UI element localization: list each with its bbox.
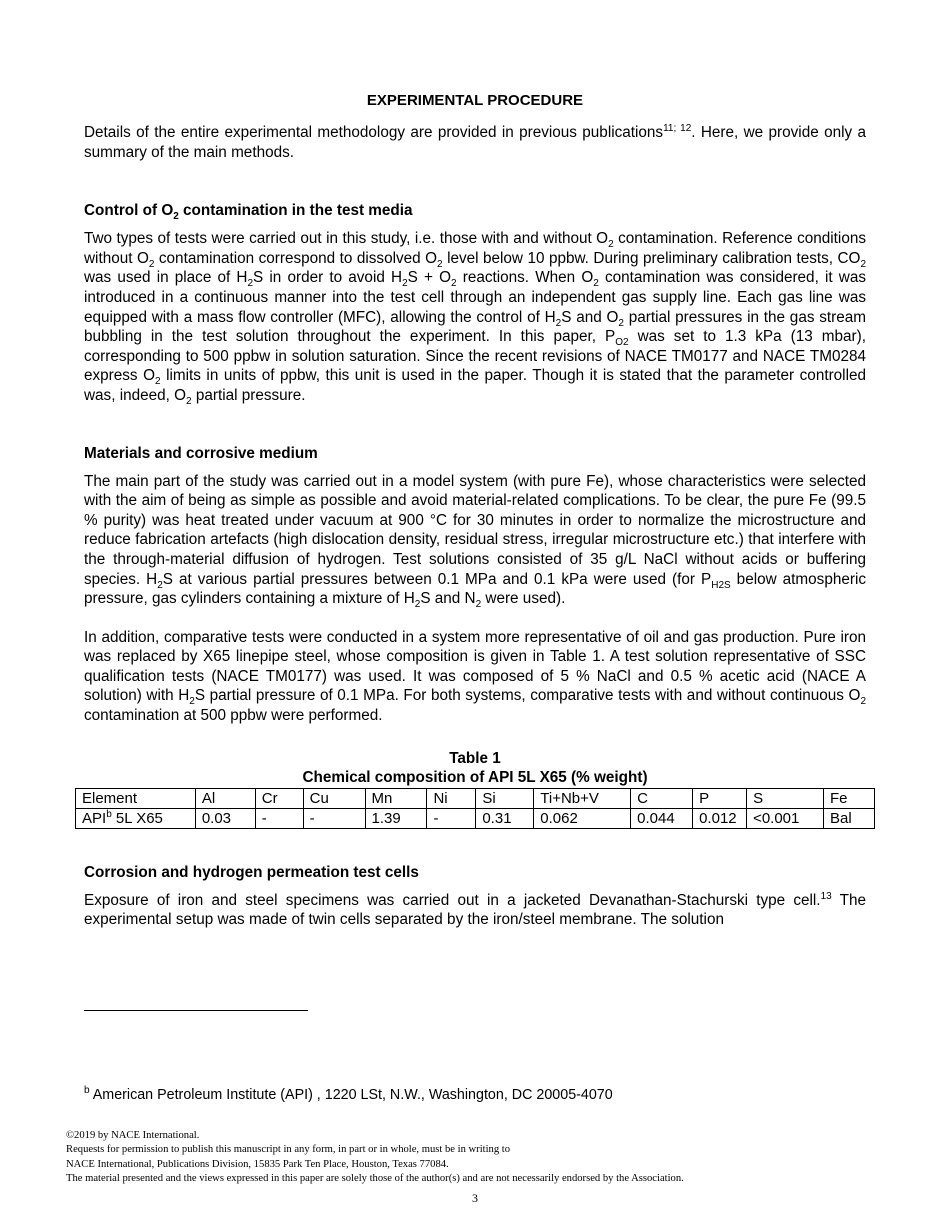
reference-superscript: 13 <box>820 890 832 902</box>
table-header-cell: Si <box>476 788 534 808</box>
materials-paragraph-2: In addition, comparative tests were conducted in a system more representative of oil and gas production. Pure iron was replaced by X65 linepipe steel, whose composition is given in Table 1. A test solution representative of SSC qualification tests (NACE TM0177) was used. It was composed of 5 % NaCl and 0.5 % acetic acid (NACE A solution) with $H_2S$ partial pressure of 0.1 MPa. For both systems, comparative tests with and without continuous $O_2$ contamination at 500 ppbw were performed. <box>84 628 866 725</box>
subheading-test-cells: Corrosion and hydrogen permeation test cells <box>84 863 419 881</box>
table-header-cell: Al <box>195 788 255 808</box>
footnote: $^b$ American Petroleum Institute (API) , 1220 LSt, N.W., Washington, DC 20005-4070 <box>84 1085 613 1103</box>
table-cell: - <box>255 808 303 828</box>
table-header-cell: Ti+Nb+V <box>534 788 631 808</box>
section-title: EXPERIMENTAL PROCEDURE <box>366 92 584 109</box>
table-header-cell: Fe <box>823 788 874 808</box>
table-header-cell: C <box>631 788 693 808</box>
table-cell: 0.31 <box>476 808 534 828</box>
table-label: Table 1 <box>449 749 501 767</box>
table-cell: 1.39 <box>365 808 427 828</box>
table-header-cell: Element <box>76 788 196 808</box>
page-body <box>84 92 866 930</box>
table-header-cell: Cr <box>255 788 303 808</box>
subheading-o2-control: Control of $O_2$ contamination in the test media <box>84 202 413 223</box>
page-number: 3 <box>472 1191 478 1205</box>
table-row-label: API$^b$ 5L X65 <box>76 808 196 828</box>
table-cell: 0.03 <box>195 808 255 828</box>
materials-paragraph-1: The main part of the study was carried out in a model system (with pure Fe), whose characteristics were selected with the aim of being as simple as possible and avoid material-related complications. To be clear, the pure Fe (99.5 % purity) was heat treated under vacuum at 900 °C for 30 minutes in order to normalize the microstructure and reduce fabrication artefacts (high dislocation density, residual stress, irregular microstructure etc.) that interfere with the through-material diffusion of hydrogen. Test solutions consisted of 35 g/L NaCl without acids or buffering species. $H_2S$ at various partial pressures between 0.1 MPa and 0.1 kPa were used (for $P_{H2S}$ below atmospheric pressure, gas cylinders containing a mixture of $H_2S$ and $N_2$ were used). <box>84 472 866 611</box>
table-header-cell: Mn <box>365 788 427 808</box>
table-cell: <0.001 <box>747 808 824 828</box>
composition-table <box>75 788 875 829</box>
table-cell: 0.012 <box>693 808 747 828</box>
test-cells-paragraph: Exposure of iron and steel specimens was carried out in a jacketed Devanathan-Stachurski type cell.$^{13}$ The experimental setup was made of twin cells separated by the iron/steel membrane. The solution <box>84 890 866 929</box>
reference-superscript: 11; 12 <box>663 122 692 134</box>
table-cell: - <box>303 808 365 828</box>
table-cell: Bal <box>823 808 874 828</box>
table-cell: 0.062 <box>534 808 631 828</box>
table-cell: - <box>427 808 476 828</box>
intro-paragraph: Details of the entire experimental methodology are provided in previous publications$^{11; 12}$. Here, we provide only a summary of the main methods. <box>84 122 867 161</box>
table-cell: 0.044 <box>631 808 693 828</box>
o2-control-paragraph: Two types of tests were carried out in this study, i.e. those with and without $O_2$ contamination. Reference conditions without $O_2$ contamination correspond to dissolved $O_2$ level below 10 ppbw. During preliminary calibration tests, $CO_2$ was used in place of $H_2S$ in order to avoid $H_2S + O_2$ reactions. When $O_2$ contamination was considered, it was introduced in a continuous manner into the test cell through an independent gas supply line. Each gas line was equipped with a mass flow controller (MFC), allowing the control of $H_2S$ and $O_2$ partial pressures in the gas stream bubbling in the test solution throughout the experiment. In this paper, $P_{O2}$ was set to 1.3 kPa (13 mbar), corresponding to 500 ppbw in solution saturation. Since the recent revisions of NACE TM0177 and NACE TM0284 express $O_2$ limits in units of ppbw, this unit is used in the paper. Though it is stated that the parameter controlled was, indeed, $O_2$ partial pressure. <box>84 230 866 407</box>
footnote-divider <box>84 1010 308 1011</box>
table-caption: Chemical composition of API 5L X65 (% weight) <box>302 769 648 787</box>
table-header-cell: S <box>747 788 824 808</box>
copyright-notice: ©2019 by NACE International. Requests for permission to publish this manuscript in any form, in part or in whole, must be in writing to NACE International, Publications Division, 15835 Park Ten Place, Houston, Texas 77084. The material presented and the views expressed in this paper are solely those of the author(s) and are not necessarily endorsed by the Association. <box>66 1130 684 1184</box>
table-header-cell: Cu <box>303 788 365 808</box>
table-header-cell: P <box>693 788 747 808</box>
table-row <box>76 808 875 828</box>
table-header-row <box>76 788 875 808</box>
subheading-materials: Materials and corrosive medium <box>84 444 318 462</box>
table-header-cell: Ni <box>427 788 476 808</box>
